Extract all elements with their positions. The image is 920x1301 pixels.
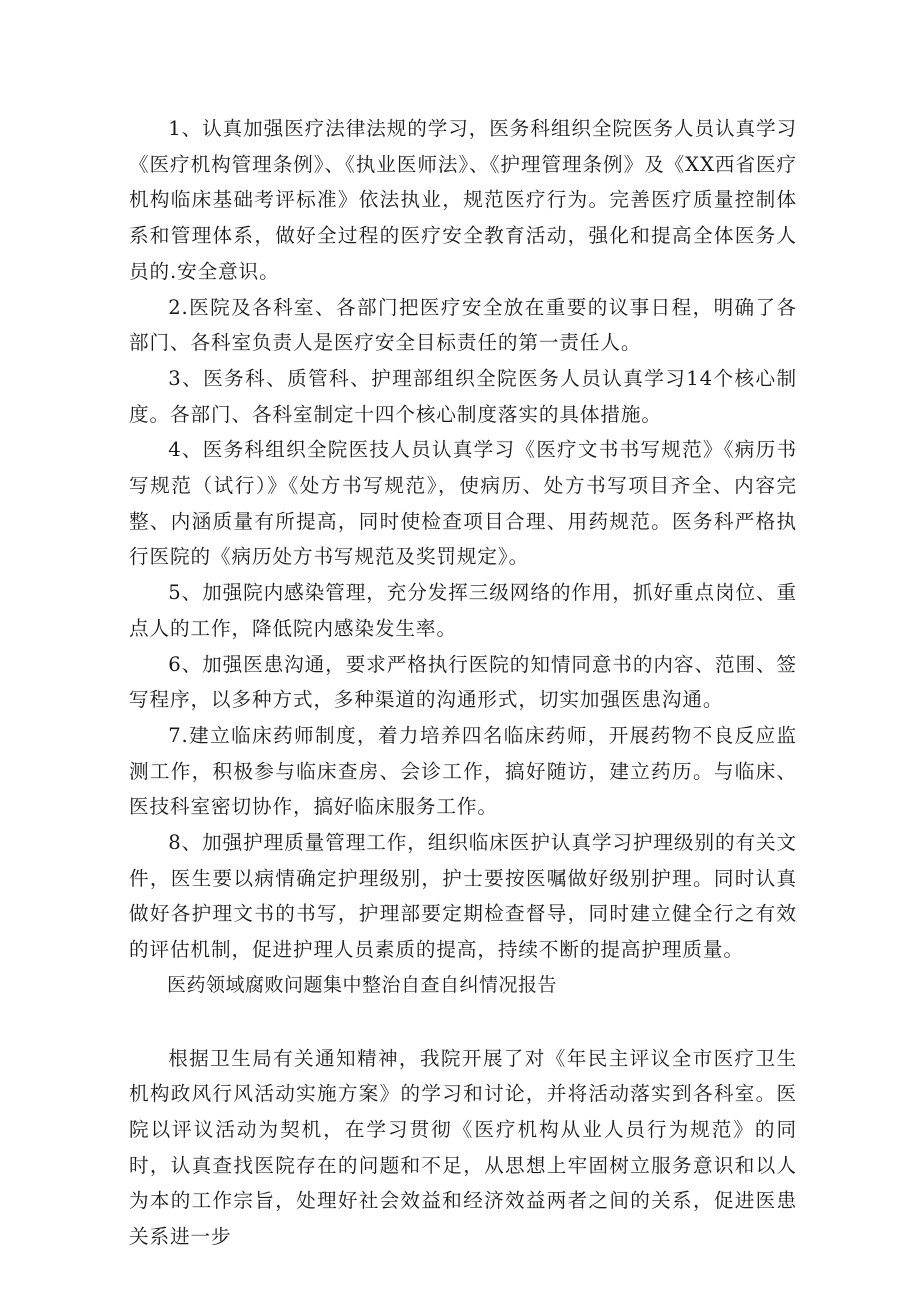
report-paragraph: 根据卫生局有关通知精神，我院开展了对《年民主评议全市医疗卫生机构政风行风活动实施方案》的学习和讨论，并将活动落实到各科室。医院以评议活动为契机，在学习贯彻《医疗机构从业人员行为规范》的同时，认真查找医院存在的问题和不足，从思想上牢固树立服务意识和以人为本的工作宗旨，处理好社会效益和经济效益两者之间的关系，促进医患关系进一步 — [129, 1046, 797, 1249]
paragraph-1: 1、认真加强医疗法律法规的学习，医务科组织全院医务人员认真学习《医疗机构管理条例》、《执业医师法》、《护理管理条例》及《XX西省医疗机构临床基础考评标准》依法执业，规范医疗行为。完善医疗质量控制体系和管理体系，做好全过程的医疗安全教育活动，强化和提高全体医务人员的.安全意识。 — [129, 117, 797, 283]
paragraph-4: 4、医务科组织全院医技人员认真学习《医疗文书书写规范》《病历书写规范（试行）》《处方书写规范》，使病历、处方书写项目齐全、内容完整、内涵质量有所提高，同时使检查项目合理、用药规范。医务科严格执行医院的《病历处方书写规范及奖罚规定》。 — [129, 438, 797, 569]
paragraph-6: 6、加强医患沟通，要求严格执行医院的知情同意书的内容、范围、签写程序，以多种方式，多种渠道的沟通形式，切实加强医患沟通。 — [129, 652, 797, 712]
paragraph-5: 5、加强院内感染管理，充分发挥三级网络的作用，抓好重点岗位、重点人的工作，降低院内感染发生率。 — [129, 581, 797, 640]
section-gap — [129, 1004, 797, 1041]
paragraph-2: 2.医院及各科室、各部门把医疗安全放在重要的议事日程，明确了各部门、各科室负责人是医疗安全目标责任的第一责任人。 — [129, 295, 797, 355]
paragraph-7: 7.建立临床药师制度，着力培养四名临床药师，开展药物不良反应监测工作，积极参与临床查房、会诊工作，搞好随访，建立药历。与临床、医技科室密切协作，搞好临床服务工作。 — [129, 723, 797, 819]
document-body — [129, 111, 797, 1255]
report-title: 医药领域腐败问题集中整治自查自纠情况报告 — [167, 973, 558, 996]
paragraph-8: 8、加强护理质量管理工作，组织临床医护认真学习护理级别的有关文件，医生要以病情确定护理级别，护士要按医嘱做好级别护理。同时认真做好各护理文书的书写，护理部要定期检查督导，同时建立健全行之有效的评估机制，促进护理人员素质的提高，持续不断的提高护理质量。 — [129, 831, 797, 962]
paragraph-3: 3、医务科、质管科、护理部组织全院医务人员认真学习14个核心制度。各部门、各科室制定十四个核心制度落实的具体措施。 — [129, 366, 797, 426]
